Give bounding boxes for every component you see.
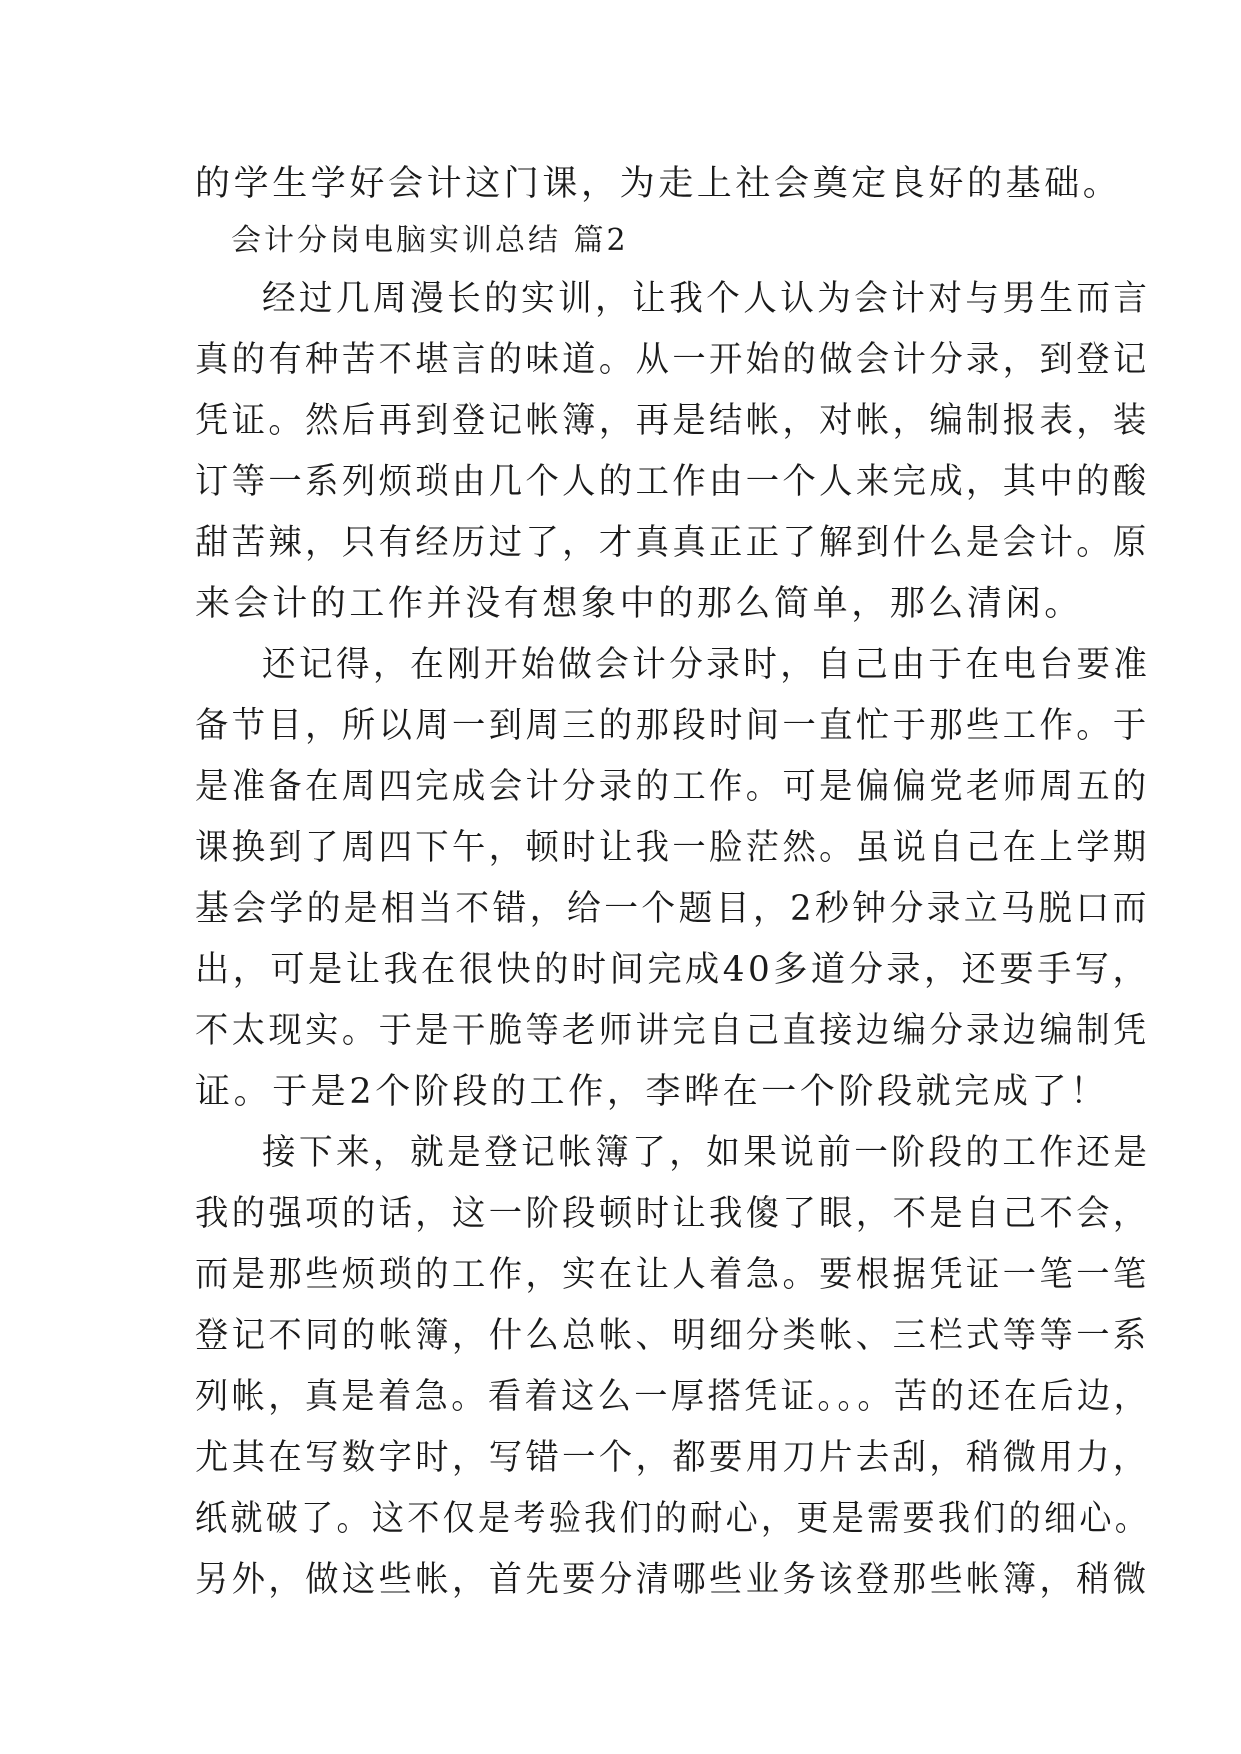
text-line-14: 出，可是让我在很快的时间完成40多道分录，还要手写，: [195, 950, 1151, 990]
text-line-10: 备节目，所以周一到周三的那段时间一直忙于那些工作。于: [195, 706, 1150, 746]
text-line-11: 是准备在周四完成会计分录的工作。可是偏偏党老师周五的: [195, 767, 1150, 807]
text-line-15: 不太现实。于是干脆等老师讲完自己直接边编分录边编制凭: [195, 1011, 1150, 1051]
text-line-1: 的学生学好会计这门课，为走上社会奠定良好的基础。: [195, 164, 1122, 204]
text-line-21: 列帐，真是着急。看着这么一厚搭凭证。。。苦的还在后边，: [195, 1377, 1151, 1417]
text-line-5: 凭证。然后再到登记帐簿，再是结帐，对帐，编制报表，装: [195, 401, 1150, 441]
text-line-19: 而是那些烦琐的工作，实在让人着急。要根据凭证一笔一笔: [195, 1255, 1150, 1295]
text-line-18: 我的强项的话，这一阶段顿时让我傻了眼，不是自己不会，: [195, 1194, 1150, 1234]
text-line-23: 纸就破了。这不仅是考验我们的耐心，更是需要我们的细心。: [195, 1499, 1151, 1539]
text-line-6: 订等一系列烦琐由几个人的工作由一个人来完成，其中的酸: [195, 462, 1150, 502]
text-line-3: 经过几周漫长的实训，让我个人认为会计对与男生而言: [262, 279, 1151, 319]
text-line-24: 另外，做这些帐，首先要分清哪些业务该登那些帐簿，稍微: [195, 1560, 1150, 1600]
text-line-22: 尤其在写数字时，写错一个，都要用刀片去刮，稍微用力，: [195, 1438, 1150, 1478]
text-line-13: 基会学的是相当不错，给一个题目，2秒钟分录立马脱口而: [195, 889, 1150, 929]
text-line-20: 登记不同的帐簿，什么总帐、明细分类帐、三栏式等等一系: [195, 1316, 1150, 1356]
text-line-8: 来会计的工作并没有想象中的那么简单，那么清闲。: [195, 584, 1083, 624]
text-line-16: 证。于是2个阶段的工作，李晔在一个阶段就完成了！: [195, 1072, 1109, 1112]
text-line-4: 真的有种苦不堪言的味道。从一开始的做会计分录，到登记: [195, 340, 1150, 380]
text-line-12: 课换到了周四下午，顿时让我一脸茫然。虽说自己在上学期: [195, 828, 1150, 868]
text-line-9: 还记得，在刚开始做会计分录时，自己由于在电台要准: [262, 645, 1151, 685]
section-heading: 会计分岗电脑实训总结 篇2: [231, 223, 629, 258]
text-line-17: 接下来，就是登记帐簿了，如果说前一阶段的工作还是: [262, 1133, 1151, 1173]
text-line-7: 甜苦辣，只有经历过了，才真真正正了解到什么是会计。原: [195, 523, 1150, 563]
